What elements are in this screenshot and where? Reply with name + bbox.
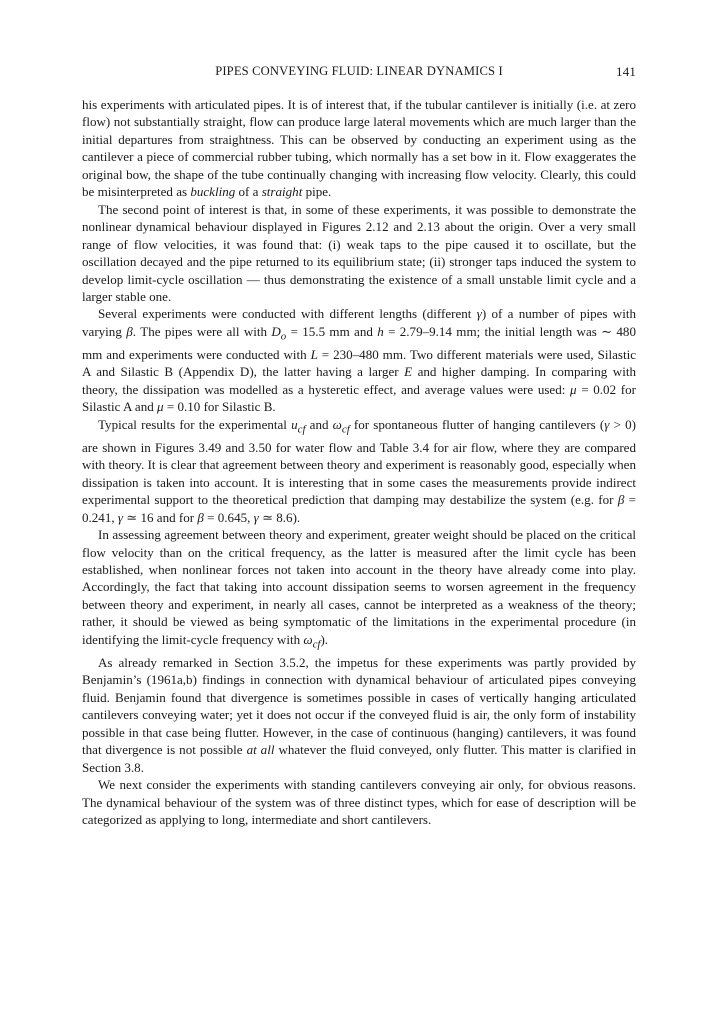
body-text bbox=[82, 96, 636, 828]
page-number: 141 bbox=[616, 64, 636, 79]
running-header bbox=[82, 64, 636, 82]
paragraph-1: his experiments with articulated pipes. It is of interest that, if the tubular cantilever is initially (i.e. at zero flow) not substantially straight, flow can produce large lateral movements which are much larger than the initial departures from straightness. This can be observed by conducting an experiment using as the cantilever a piece of commercial rubber tubing, which normally has a set bow in it. Flow exaggerates the original bow, the shape of the tube continually changing with increasing flow velocity. Clearly, this could be misinterpreted as buckling of a straight pipe. bbox=[82, 97, 636, 200]
paragraph-7: We next consider the experiments with standing cantilevers conveying air only, for obvious reasons. The dynamical behaviour of the system was of three distinct types, which for ease of description will be categorized as applying to long, intermediate and short cantilevers. bbox=[82, 777, 636, 827]
paragraph-5: In assessing agreement between theory and experiment, greater weight should be placed on the critical flow velocity than on the critical frequency, as the latter is measured after the limit cycle has been established, when nonlinear forces not taken into account in the theory have already come into play. Accordingly, the fact that taking into account dissipation seems to worsen agreement in the frequency between theory and experiment, in nearly all cases, cannot be interpreted as a weakness of the theory; rather, it should be viewed as being symptomatic of the limitations in the experimental procedure (in identifying the limit-cycle frequency with $\omega_{cf}$). bbox=[82, 527, 636, 651]
running-title: PIPES CONVEYING FLUID: LINEAR DYNAMICS I bbox=[215, 64, 503, 78]
emphasis-at-all: at all bbox=[246, 742, 275, 758]
emphasis-straight: straight bbox=[261, 184, 303, 200]
paragraph-6: As already remarked in Section 3.5.2, the impetus for these experiments was partly provided by Benjamin’s (1961a,b) findings in connection with dynamical behaviour of articulated pipes conveying fluid. Benjamin found that divergence is sometimes possible in cases of vertically hanging articulated cantilevers conveying water; yet it does not occur if the conveyed fluid is air, the only form of instability possible in that case being flutter. However, in the case of continuous (hanging) cantilevers, it was found that divergence is not possible at all whatever the fluid conveyed, only flutter. This matter is clarified in Section 3.8. bbox=[82, 654, 637, 775]
emphasis-buckling: buckling bbox=[190, 184, 236, 200]
paragraph-2: The second point of interest is that, in some of these experiments, it was possible to demonstrate the nonlinear dynamical behaviour displayed in Figures 2.12 and 2.13 about the origin. Over a very small range of flow velocities, it was found that: (i) weak taps to the pipe caused it to oscillate, but the oscillation decayed and the pipe returned to its equilibrium state; (ii) stronger taps induced the system to develop limit-cycle oscillation — thus demonstrating the existence of a small unstable limit cycle and a larger stable one. bbox=[82, 201, 636, 304]
paragraph-4: Typical results for the experimental $u_{cf}$ and $\omega_{cf}$ for spontaneous flutter of hanging cantilevers (γ > 0) are shown in Figures 3.49 and 3.50 for water flow and Table 3.4 for air flow, where they are compared with theory. It is clear that agreement between theory and experiment is reasonably good, especially when dissipation is taken into account. It is interesting that in some cases the measurements provide indirect experimental support to the theoretical prediction that damping may destabilize the system (e.g. for β = 0.241, γ ≃ 16 and for β = 0.645, γ ≃ 8.6). bbox=[82, 416, 637, 525]
paragraph-3: Several experiments were conducted with different lengths (different γ) of a number of pipes with varying β. The pipes were all with $D_o = 15.5$ mm and h = 2.79–9.14 mm; the initial length was ∼ 480 mm and experiments were conducted with L = 230–480 mm. Two different materials were used, Silastic A and Silastic B (Appendix D), the latter having a larger E and higher damping. In comparing with theory, the dissipation was modelled as a hysteretic effect, and average values were used: μ = 0.02 for Silastic A and μ = 0.10 for Silastic B. bbox=[82, 306, 637, 415]
